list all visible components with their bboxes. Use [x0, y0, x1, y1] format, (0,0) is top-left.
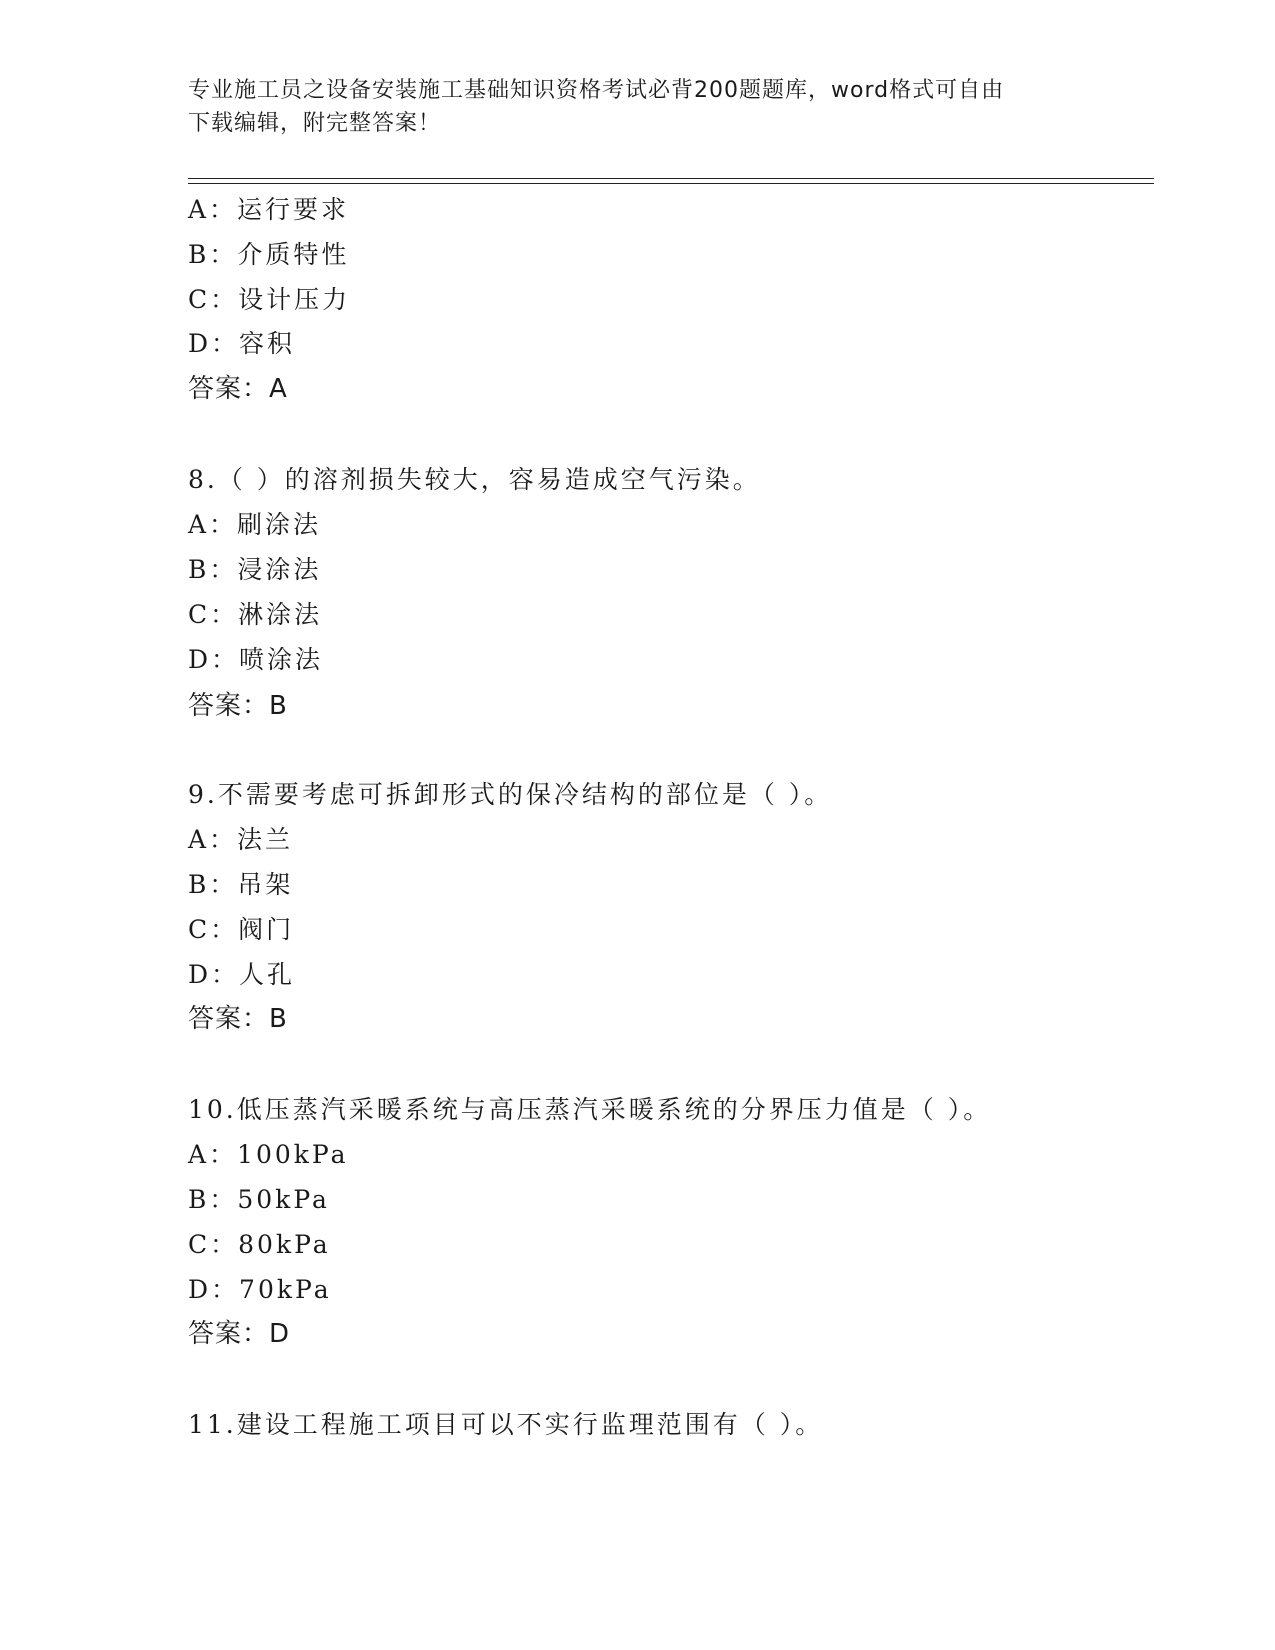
q8-question: 8.（ ）的溶剂损失较大，容易造成空气污染。 — [188, 465, 761, 494]
q10-question: 10.低压蒸汽采暖系统与高压蒸汽采暖系统的分界压力值是（ ）。 — [188, 1095, 992, 1124]
q10-option-a: A：100kPa — [188, 1140, 349, 1169]
q9-option-c: C：阀门 — [188, 915, 295, 944]
q11-question: 11.建设工程施工项目可以不实行监理范围有（ ）。 — [188, 1410, 824, 1439]
q8-option-b: B：浸涂法 — [188, 555, 322, 584]
q9-option-b: B：吊架 — [188, 870, 294, 899]
document-header — [188, 74, 1068, 140]
q10-option-d: D：70kPa — [188, 1275, 332, 1304]
q9-option-d: D：人孔 — [188, 960, 296, 989]
q9-question: 9.不需要考虑可拆卸形式的保冷结构的部位是（ ）。 — [188, 780, 833, 809]
q9-answer: 答案：B — [188, 1004, 288, 1034]
q10-option-c: C：80kPa — [188, 1230, 331, 1259]
q7-option-d: D：容积 — [188, 329, 296, 358]
q9-option-a: A：法兰 — [188, 825, 294, 854]
header-line-1: 专业施工员之设备安装施工基础知识资格考试必背200题题库，word格式可自由 — [188, 78, 1005, 103]
q7-option-c: C：设计压力 — [188, 285, 351, 314]
q7-option-a: A：运行要求 — [188, 195, 350, 224]
header-line-2: 下载编辑，附完整答案！ — [188, 111, 442, 136]
q10-option-b: B：50kPa — [188, 1185, 330, 1214]
header-divider-top — [188, 178, 1154, 179]
q7-answer: 答案：A — [188, 374, 288, 404]
q8-option-a: A：刷涂法 — [188, 510, 322, 539]
header-divider-bottom — [188, 183, 1154, 184]
q8-option-d: D：喷涂法 — [188, 645, 324, 674]
q8-option-c: C：淋涂法 — [188, 600, 323, 629]
q8-answer: 答案：B — [188, 691, 288, 721]
q10-answer: 答案：D — [188, 1319, 291, 1349]
q7-option-b: B：介质特性 — [188, 240, 350, 269]
